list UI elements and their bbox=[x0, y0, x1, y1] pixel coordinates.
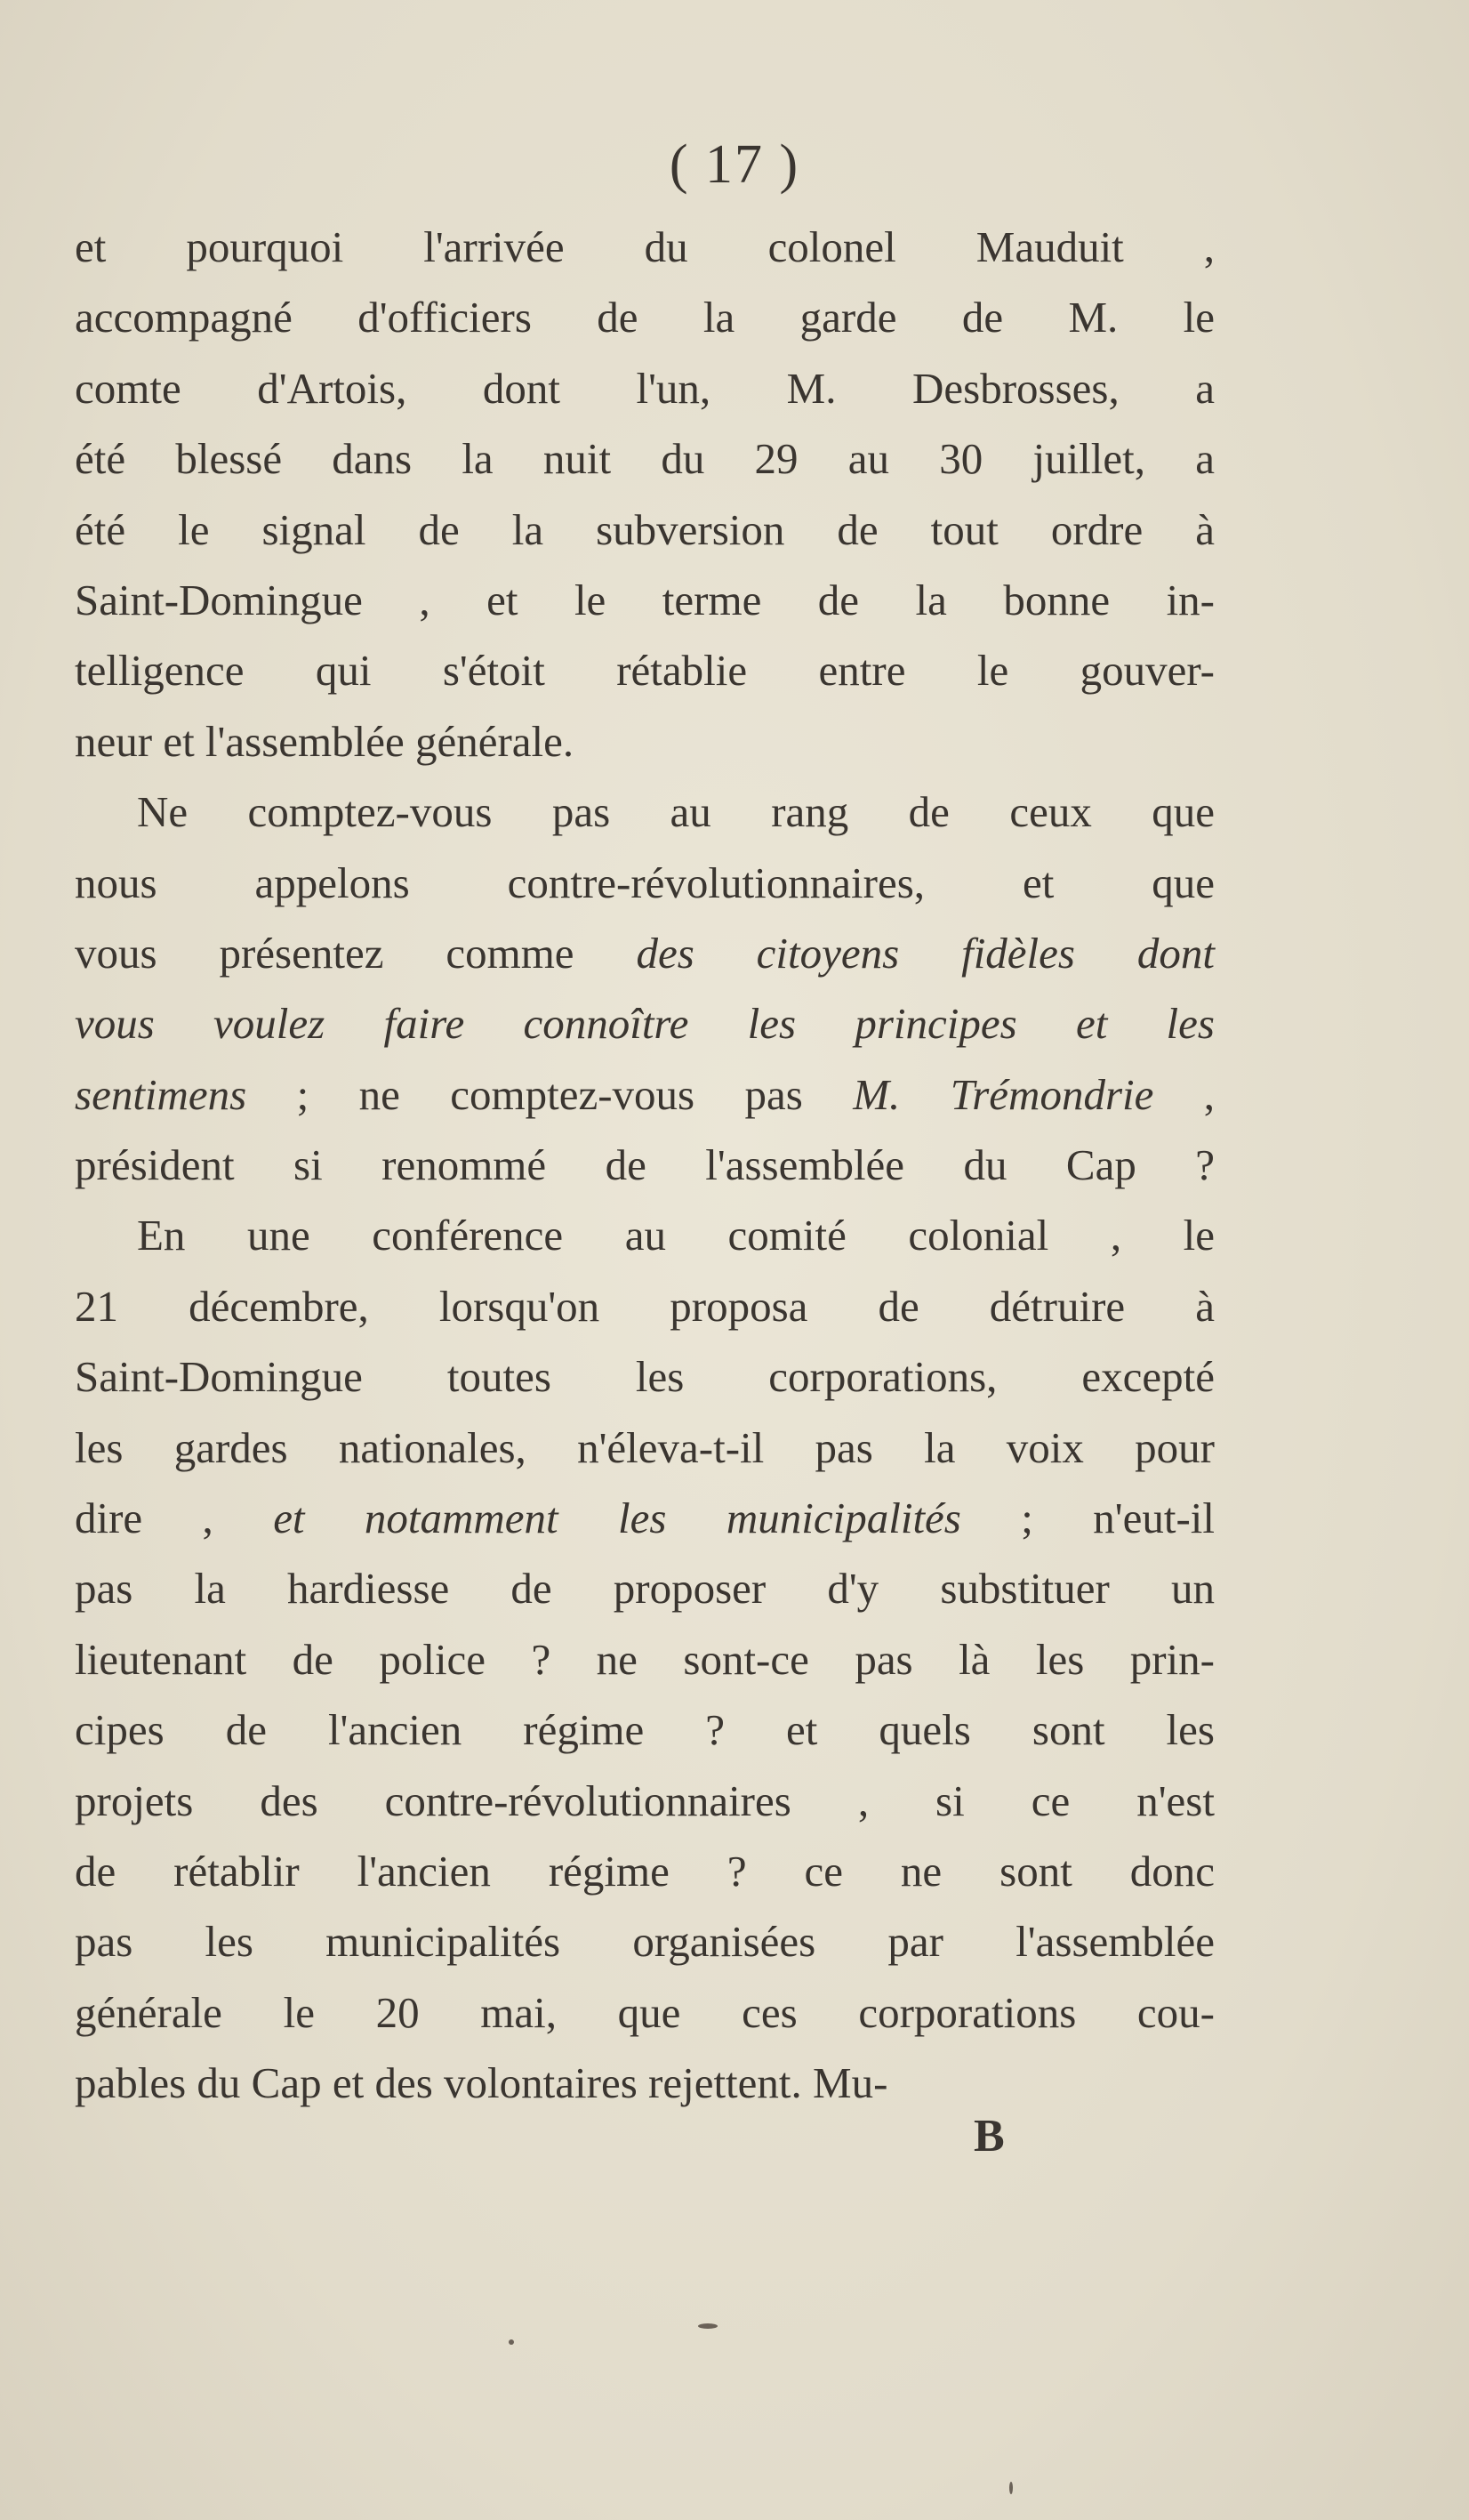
ink-speck bbox=[1009, 2482, 1013, 2494]
text-line bbox=[75, 1483, 1215, 1553]
text-run: En une conférence au comité colonial , le bbox=[137, 1211, 1215, 1260]
text-run: 21 décembre, lorsqu'on proposa de détruire à bbox=[75, 1281, 1215, 1331]
ink-speck bbox=[698, 2323, 718, 2329]
italic-run: M. Trémondrie bbox=[853, 1069, 1154, 1119]
text-line bbox=[75, 495, 1215, 565]
text-run: été le signal de la subversion de tout ordre à bbox=[75, 504, 1215, 554]
text-line bbox=[75, 1695, 1215, 1765]
text-line bbox=[75, 423, 1215, 494]
italic-run: et notamment les municipalités bbox=[273, 1493, 961, 1543]
text-run: , bbox=[1153, 1069, 1216, 1119]
text-line bbox=[75, 1836, 1215, 1906]
text-line bbox=[75, 1977, 1215, 2048]
text-line bbox=[75, 353, 1215, 423]
text-run: générale le 20 mai, que ces corporations cou- bbox=[75, 1987, 1215, 2037]
body-text bbox=[75, 212, 1215, 2119]
text-run: été blessé dans la nuit du 29 au 30 juillet, a bbox=[75, 434, 1215, 484]
text-line bbox=[75, 1130, 1215, 1200]
text-run: telligence qui s'étoit rétablie entre le gouver- bbox=[75, 646, 1215, 696]
signature-mark: B bbox=[974, 2111, 1005, 2162]
text-line bbox=[75, 1271, 1215, 1341]
text-run: pas la hardiesse de proposer d'y substituer un bbox=[75, 1564, 1215, 1614]
text-line bbox=[75, 1766, 1215, 1836]
text-line bbox=[75, 282, 1215, 352]
text-line bbox=[75, 565, 1215, 635]
text-line bbox=[75, 777, 1215, 847]
text-line bbox=[75, 988, 1215, 1059]
ink-speck bbox=[509, 2339, 514, 2345]
text-line bbox=[75, 1200, 1215, 1270]
text-run: les gardes nationales, n'éleva-t-il pas la voix pour bbox=[75, 1422, 1215, 1472]
text-run: dire , bbox=[75, 1493, 274, 1543]
text-run: lieutenant de police ? ne sont-ce pas là les prin- bbox=[75, 1634, 1215, 1684]
text-line bbox=[75, 635, 1215, 705]
text-line bbox=[75, 1059, 1215, 1130]
text-run: pables du Cap et des volontaires rejettent. Mu- bbox=[75, 2058, 888, 2108]
text-run: cipes de l'ancien régime ? et quels sont les bbox=[75, 1705, 1215, 1755]
text-run: ; ne comptez-vous pas bbox=[246, 1069, 854, 1119]
text-run: pas les municipalités organisées par l'assemblée bbox=[75, 1917, 1215, 1967]
text-line bbox=[75, 1341, 1215, 1412]
text-run: projets des contre-révolutionnaires , si ce n'est bbox=[75, 1775, 1215, 1825]
page-number: ( 17 ) bbox=[669, 134, 800, 195]
italic-run: sentimens bbox=[75, 1069, 247, 1119]
text-run: accompagné d'officiers de la garde de M. le bbox=[75, 293, 1215, 342]
text-run: Saint-Domingue , et le terme de la bonne in- bbox=[75, 575, 1215, 624]
text-run: nous appelons contre-révolutionnaires, et que bbox=[75, 857, 1215, 907]
italic-run: vous voulez faire connoître les principes et les bbox=[75, 999, 1215, 1049]
text-line bbox=[75, 212, 1215, 282]
text-line bbox=[75, 1624, 1215, 1695]
text-run: ; n'eut-il bbox=[960, 1493, 1215, 1543]
text-line bbox=[75, 706, 1215, 777]
text-run: président si renommé de l'assemblée du Cap ? bbox=[75, 1140, 1215, 1190]
text-line bbox=[75, 2048, 1215, 2118]
text-run: vous présentez comme bbox=[75, 928, 637, 978]
text-line bbox=[75, 1553, 1215, 1623]
text-run: Saint-Domingue toutes les corporations, excepté bbox=[75, 1352, 1215, 1402]
text-line bbox=[75, 1906, 1215, 1977]
text-line bbox=[75, 1413, 1215, 1483]
text-line bbox=[75, 918, 1215, 988]
text-run: comte d'Artois, dont l'un, M. Desbrosses, a bbox=[75, 363, 1215, 413]
text-run: et pourquoi l'arrivée du colonel Mauduit , bbox=[75, 222, 1215, 271]
text-run: de rétablir l'ancien régime ? ce ne sont donc bbox=[75, 1846, 1215, 1896]
italic-run: des citoyens fidèles dont bbox=[636, 928, 1215, 978]
text-line bbox=[75, 848, 1215, 918]
text-run: Ne comptez-vous pas au rang de ceux que bbox=[137, 787, 1215, 837]
text-run: neur et l'assemblée générale. bbox=[75, 716, 574, 766]
